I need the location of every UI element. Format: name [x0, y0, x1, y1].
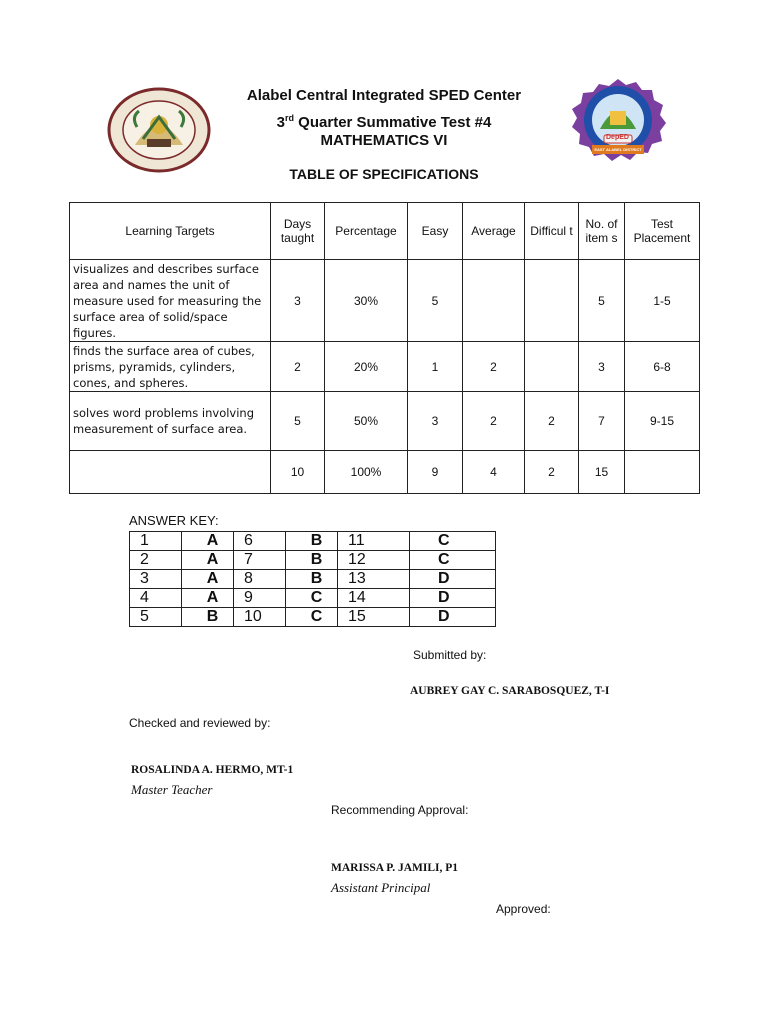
header-average: Average — [463, 203, 525, 260]
table-row — [70, 260, 700, 342]
header-percentage: Percentage — [325, 203, 408, 260]
answer-letter: B — [286, 532, 338, 551]
header-no-of-items: No. of item s — [579, 203, 625, 260]
answer-letter: C — [286, 589, 338, 608]
checked-by-label: Checked and reviewed by: — [129, 716, 271, 730]
totals-row — [70, 451, 700, 494]
checker-title: Master Teacher — [131, 782, 213, 797]
school-name: Alabel Central Integrated SPED Center — [246, 87, 522, 104]
answer-key-row — [130, 589, 496, 608]
totals-label-cell — [70, 451, 271, 494]
answer-letter: C — [286, 608, 338, 627]
total-percentage-cell: 100% — [325, 451, 408, 494]
subject-title: MATHEMATICS VI — [320, 132, 448, 149]
easy-cell: 1 — [408, 342, 463, 392]
total-days-cell: 10 — [271, 451, 325, 494]
answer-key-row — [130, 551, 496, 570]
table-header-row — [70, 203, 700, 260]
answer-letter: C — [410, 532, 496, 551]
answer-key-table — [129, 531, 496, 627]
answer-letter: D — [410, 608, 496, 627]
submitted-by-label: Submitted by: — [413, 648, 487, 662]
answer-letter: A — [182, 551, 234, 570]
answer-letter: A — [182, 570, 234, 589]
days-cell: 2 — [271, 342, 325, 392]
test-title — [0, 113, 768, 131]
easy-cell: 5 — [408, 260, 463, 342]
answer-key-row — [130, 532, 496, 551]
approved-label: Approved: — [496, 902, 551, 916]
question-number: 3 — [130, 570, 182, 589]
header-test-placement: Test Placement — [625, 203, 700, 260]
question-number: 11 — [338, 532, 410, 551]
days-cell: 3 — [271, 260, 325, 342]
difficult-cell: 2 — [525, 392, 579, 451]
items-cell: 7 — [579, 392, 625, 451]
answer-key-row — [130, 570, 496, 589]
answer-letter: D — [410, 570, 496, 589]
question-number: 14 — [338, 589, 410, 608]
header-difficult: Difficul t — [525, 203, 579, 260]
question-number: 15 — [338, 608, 410, 627]
question-number: 7 — [234, 551, 286, 570]
recommender-title: Assistant Principal — [331, 880, 431, 895]
learning-target-cell: finds the surface area of cubes, prisms, pyramids, cylinders, cones, and spheres. — [70, 342, 271, 392]
total-difficult-cell: 2 — [525, 451, 579, 494]
difficult-cell — [525, 342, 579, 392]
answer-letter: A — [182, 589, 234, 608]
question-number: 9 — [234, 589, 286, 608]
percentage-cell: 50% — [325, 392, 408, 451]
submitter-name: AUBREY GAY C. SARABOSQUEZ, T-I — [410, 685, 610, 697]
question-number: 8 — [234, 570, 286, 589]
difficult-cell — [525, 260, 579, 342]
recommending-approval-label: Recommending Approval: — [331, 803, 469, 817]
question-number: 10 — [234, 608, 286, 627]
checker-name: ROSALINDA A. HERMO, MT-1 — [131, 764, 294, 776]
learning-target-cell: solves word problems involving measurement of surface area. — [70, 392, 271, 451]
header-days-taught: Days taught — [271, 203, 325, 260]
recommender-name: MARISSA P. JAMILI, P1 — [331, 862, 459, 874]
average-cell — [463, 260, 525, 342]
test-quarter-number: 3 — [276, 114, 286, 131]
percentage-cell: 30% — [325, 260, 408, 342]
placement-cell: 6-8 — [625, 342, 700, 392]
school-seal-banner: EAST ALABEL DISTRICT — [594, 147, 642, 152]
total-average-cell: 4 — [463, 451, 525, 494]
total-items-cell: 15 — [579, 451, 625, 494]
total-easy-cell: 9 — [408, 451, 463, 494]
placement-cell: 9-15 — [625, 392, 700, 451]
days-cell: 5 — [271, 392, 325, 451]
answer-letter: C — [410, 551, 496, 570]
question-number: 5 — [130, 608, 182, 627]
answer-letter: D — [410, 589, 496, 608]
answer-key-row — [130, 608, 496, 627]
answer-letter: B — [286, 570, 338, 589]
table-row — [70, 342, 700, 392]
total-placement-cell — [625, 451, 700, 494]
test-title-text: Quarter Summative Test #4 — [294, 114, 492, 131]
placement-cell: 1-5 — [625, 260, 700, 342]
table-of-specifications-title: TABLE OF SPECIFICATIONS — [289, 166, 479, 182]
header-learning-targets: Learning Targets — [70, 203, 271, 260]
answer-letter: B — [182, 608, 234, 627]
answer-letter: B — [286, 551, 338, 570]
test-quarter-suffix: rd — [285, 113, 295, 123]
question-number: 4 — [130, 589, 182, 608]
table-row — [70, 392, 700, 451]
items-cell: 5 — [579, 260, 625, 342]
easy-cell: 3 — [408, 392, 463, 451]
question-number: 2 — [130, 551, 182, 570]
question-number: 13 — [338, 570, 410, 589]
learning-target-cell: visualizes and describes surface area and names the unit of measure used for measuring the surface area of solid/space figures. — [70, 260, 271, 342]
answer-key-label: ANSWER KEY: — [129, 513, 219, 528]
question-number: 1 — [130, 532, 182, 551]
answer-letter: A — [182, 532, 234, 551]
average-cell: 2 — [463, 392, 525, 451]
average-cell: 2 — [463, 342, 525, 392]
question-number: 6 — [234, 532, 286, 551]
school-seal-badge: DepED — [606, 134, 629, 141]
header-easy: Easy — [408, 203, 463, 260]
table-of-specifications — [69, 202, 700, 494]
items-cell: 3 — [579, 342, 625, 392]
question-number: 12 — [338, 551, 410, 570]
percentage-cell: 20% — [325, 342, 408, 392]
